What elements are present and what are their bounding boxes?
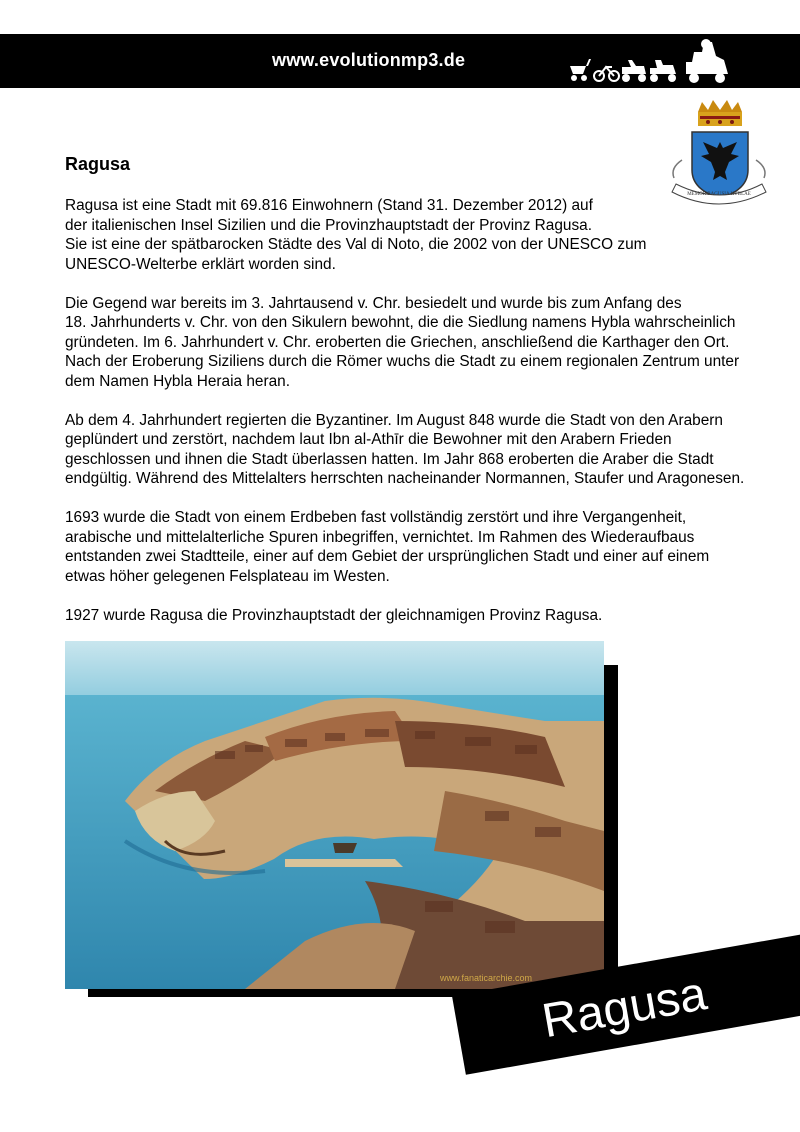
paragraph: 1927 wurde Ragusa die Provinzhauptstadt der gleichnamigen Provinz Ragusa. <box>65 606 603 624</box>
paragraph: Ragusa ist eine Stadt mit 69.816 Einwohnern (Stand 31. Dezember 2012) auf der italienischen Insel Sizilien und die Provinzhauptstadt der Provinz Ragusa. Sie ist eine der spätbarocken Städte des Val di Noto, die 2002 von der UNESCO zum UNESCO-Welterbe erklärt worden sind. <box>65 197 647 273</box>
paragraph: Die Gegend war bereits im 3. Jahrtausend v. Chr. besiedelt und wurde bis zum Anfang des 18. Jahrhunderts v. Chr. von den Sikulern bewohnt, die die Siedlung namens Hybla wahrscheinlich gründeten. Im 6. Jahrhundert v. Chr. eroberten die Griechen, anschließend die Karthager den Ort. Nach der Eroberung Siziliens durch die Römer wuchs die Stadt zu einem regionalen Zentrum unter dem Namen Hybla Heraia heran. <box>65 294 740 390</box>
banner-label: Ragusa <box>538 967 711 1049</box>
article-body <box>65 196 795 645</box>
crest-motto: MEMOR RAGUSIA HYBLAE <box>687 192 751 197</box>
page-title: Ragusa <box>65 154 131 174</box>
paragraph: 1693 wurde die Stadt von einem Erdbeben fast vollständig zerstört und ihre Vergangenheit, arabische und mittelalterliche Spuren inbegriffen, vernichtet. Im Rahmen des Wiederaufbaus entstanden zwei Stadtteile, einer auf dem Gebiet der ursprünglichen Stadt und einer auf einem etwas höher gelegenen Felsplateau im Westen. <box>65 509 710 585</box>
paragraph: Ab dem 4. Jahrhundert regierten die Byzantiner. Im August 848 wurde die Stadt von den Arabern geplündert und zerstört, nachdem laut Ibn al-Athīr die Bewohner mit den Arabern Frieden geschlossen und ihnen die Stadt überlassen hatten. Im Jahr 868 eroberten die Araber die Stadt endgültig. Während des Mittelalters herrschten nacheinander Normannen, Staufer und Aragonesen. <box>65 411 745 487</box>
header-bar <box>0 34 800 88</box>
site-url-link[interactable]: www.evolutionmp3.de <box>272 50 466 70</box>
harbour-illustration <box>65 641 604 989</box>
vehicle-silhouettes-icon <box>566 38 731 84</box>
photo-credit: www.fanaticarchie.com <box>440 973 533 983</box>
harbour-photo <box>65 641 604 989</box>
